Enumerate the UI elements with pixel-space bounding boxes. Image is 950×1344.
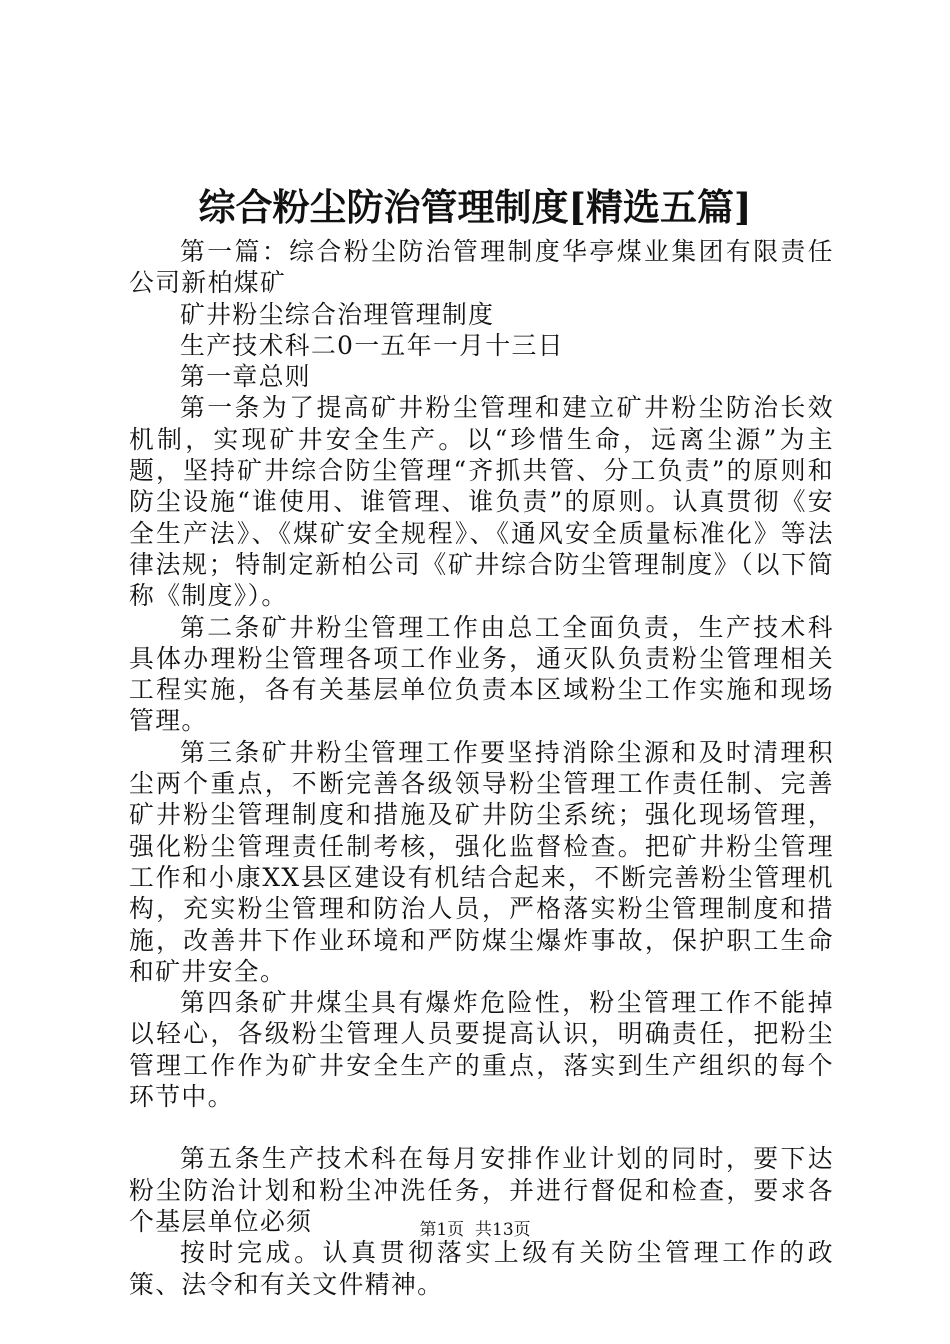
paragraph-chapter-heading: 第一章总则 [180, 362, 311, 392]
document-title: 综合粉尘防治管理制度[精选五篇] [198, 185, 752, 229]
paragraph-article-1: 第一条为了提高矿井粉尘管理和建立矿井粉尘防治长效机制，实现矿井安全生产。以“珍惜生命，远离尘源”为主题，坚持矿井综合防尘管理“齐抓共管、分工负责”的原则和防尘设施“谁使用、谁管理、谁负责”的原则。认真贯彻《安全生产法》、《煤矿安全规程》、《通风安全质量标准化》等法律法规；特制定新柏公司《矿井综合防尘管理制度》（以下简称《制度》）。 [129, 393, 834, 611]
paragraph-article-2: 第二条矿井粉尘管理工作由总工全面负责，生产技术科具体办理粉尘管理各项工作业务，通灭队负责粉尘管理相关工程实施，各有关基层单位负责本区域粉尘工作实施和现场管理。 [129, 612, 834, 736]
page-number: 第1页 [419, 1220, 465, 1240]
page-footer [0, 1215, 950, 1240]
paragraph-article-4: 第四条矿井煤尘具有爆炸危险性，粉尘管理工作不能掉以轻心，各级粉尘管理人员要提高认识，明确责任，把粉尘管理工作作为矿井安全生产的重点，落实到生产组织的每个环节中。 [129, 988, 834, 1112]
paragraph-article-5: 第五条生产技术科在每月安排作业计划的同时，要下达粉尘防治计划和粉尘冲洗任务，并进行督促和检查，要求各个基层单位必须 [129, 1144, 834, 1236]
paragraph-part-heading: 第一篇：综合粉尘防治管理制度华亭煤业集团有限责任公司新柏煤矿 [129, 237, 834, 298]
page-total: 共13页 [475, 1220, 531, 1240]
document-body [129, 236, 834, 1300]
paragraph-article-3: 第三条矿井粉尘管理工作要坚持消除尘源和及时清理积尘两个重点，不断完善各级领导粉尘管理工作责任制、完善矿井粉尘管理制度和措施及矿井防尘系统；强化现场管理，强化粉尘管理责任制考核，强化监督检查。把矿井粉尘管理工作和小康XX县区建设有机结合起来，不断完善粉尘管理机构，充实粉尘管理和防治人员，严格落实粉尘管理制度和措施，改善井下作业环境和严防煤尘爆炸事故，保护职工生命和矿井安全。 [129, 737, 834, 986]
paragraph-article-5-continued: 按时完成。认真贯彻落实上级有关防尘管理工作的政策、法令和有关文件精神。 [129, 1238, 834, 1299]
paragraph-issuer-date: 生产技术科二0一五年一月十三日 [180, 330, 564, 360]
paragraph-system-name: 矿井粉尘综合治理管理制度 [180, 299, 495, 329]
